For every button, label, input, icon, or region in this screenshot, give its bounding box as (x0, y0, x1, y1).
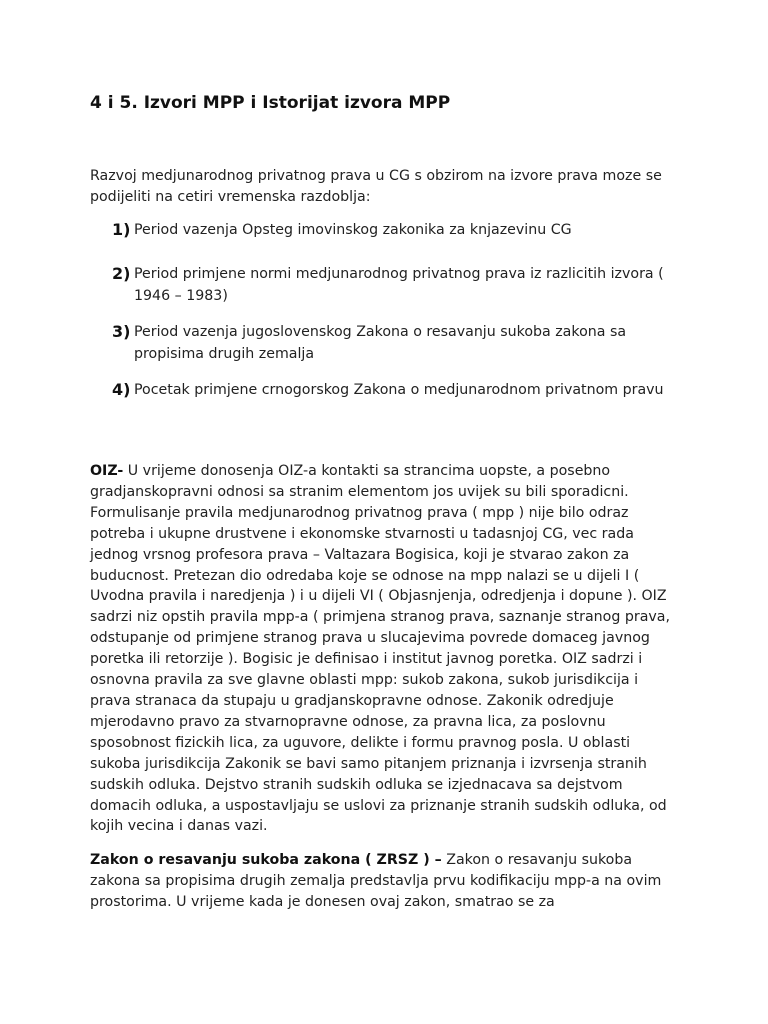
section-body-zrsz: Zakon o resavanju sukoba zakona sa propisima drugih zemalja predstavlja prvu kodifikaciju mpp-a na ovim prostorima. U vrijeme kada je donesen ovaj zakon, smatrao se za (90, 852, 662, 910)
list-item-text: Pocetak primjene crnogorskog Zakona o medjunarodnom privatnom pravu (134, 382, 664, 398)
list-item-text: Period vazenja Opsteg imovinskog zakonika za knjazevinu CG (134, 222, 572, 238)
intro-paragraph: Razvoj medjunarodnog privatnog prava u CG s obzirom na izvore prava moze se podijeliti na cetiri vremenska razdoblja: (90, 168, 662, 205)
list-item-text: Period vazenja jugoslovenskog Zakona o resavanju sukoba zakona sa propisima drugih zemalja (134, 324, 627, 362)
list-item-number: 4) (112, 380, 131, 399)
section-body-oiz: U vrijeme donosenja OIZ-a kontakti sa strancima uopste, a posebno gradjanskopravni odnosi sa stranim elementom jos uvijek su bili sporadicni. Formulisanje pravila medjunarodnog privatnog prava ( mpp ) nije bilo odraz potreba i ukupne drustvene i ekonomske stvarnosti u tadasnjoj CG, vec rada jednog vrsnog profesora prava – Valtazara Bogisica, koji je stvarao zakon za buducnost. Pretezan dio odredaba koje se odnose na mpp nalazi se u dijeli I ( Uvodna pravila i naredjenja ) i u dijeli VI ( Objasnjenja, odredjenja i dopune ). OIZ sadrzi niz opstih pravila mpp-a ( primjena stranog prava, saznanje stranog prava, odstupanje od primjene stranog prava u slucajevima povrede domaceg javnog poretka ili retorzije ). Bogisic je definisao i institut javnog poretka. OIZ sadrzi i osnovna pravila za sve glavne oblasti mpp: sukob zakona, sukob jurisdikcija i prava stranaca da stupaju u gradjanskopravne odnose. Zakonik odredjuje mjerodavno pravo za stvarnopravne odnose, za pravna lica, za poslovnu sposobnost fizickih lica, za uguvore, delikte i formu pravnog posla. U oblasti sukoba jurisdikcija Zakonik se bavi samo pitanjem priznanja i izvrsenja stranih sudskih odluka. Dejstvo stranih sudskih odluka se izjednacava sa dejstvom domacih odluka, a uspostavljaju se uslovi za priznanje stranih sudskih odluka, od kojih vecina i danas vazi. (90, 463, 670, 835)
section-zrsz (90, 850, 680, 913)
list-item-number: 1) (112, 220, 131, 239)
periods-list (90, 219, 680, 423)
list-item (90, 379, 680, 423)
section-lead-oiz: OIZ- (90, 463, 124, 479)
list-item (90, 219, 680, 263)
list-item-number: 2) (112, 264, 131, 283)
list-item (90, 263, 680, 321)
document-title: 4 i 5. Izvori MPP i Istorijat izvora MPP (90, 93, 451, 113)
list-item (90, 321, 680, 379)
section-lead-zrsz: Zakon o resavanju sukoba zakona ( ZRSZ ) – (90, 852, 442, 868)
section-oiz (90, 461, 680, 837)
document-content (90, 88, 680, 910)
list-item-number: 3) (112, 322, 131, 341)
list-item-text: Period primjene normi medjunarodnog privatnog prava iz razlicitih izvora ( 1946 – 1983) (134, 266, 664, 304)
